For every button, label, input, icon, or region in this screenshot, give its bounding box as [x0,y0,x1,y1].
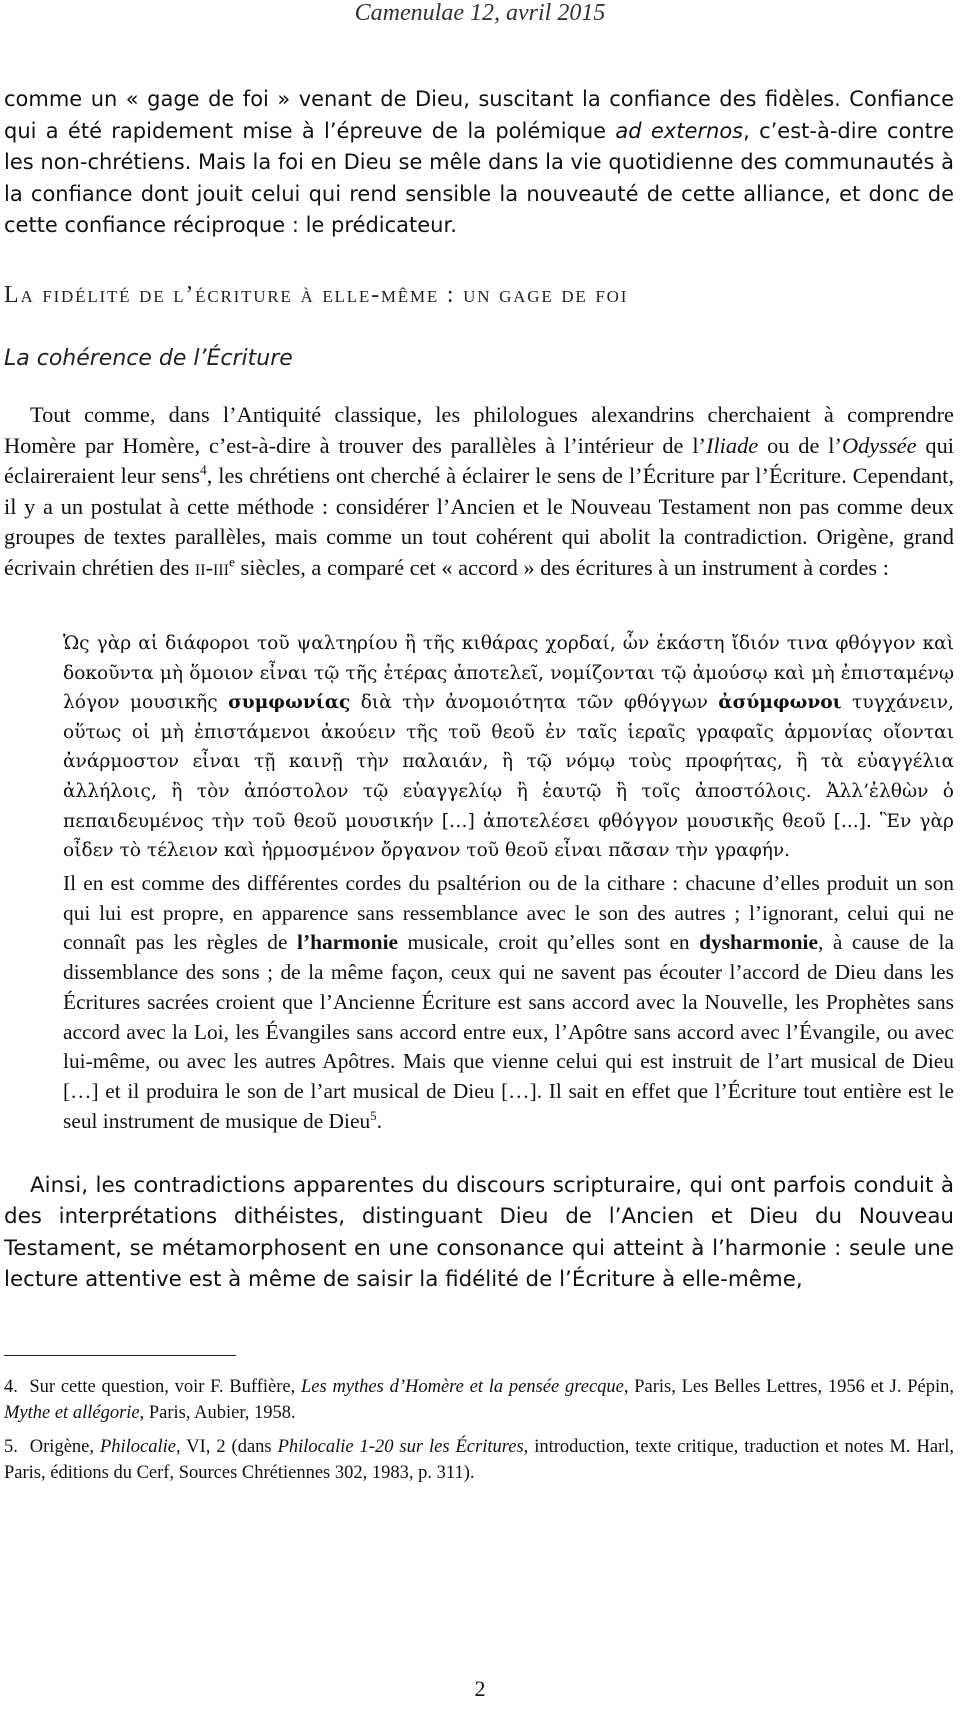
body-paragraph [4,400,954,584]
french-text-1: Il en est comme des différentes cordes du psaltérion ou de la cithare : chacune d’elles produit un son qui lui est propre, en apparence sans ressemblance avec le son des autres ; l’ignorant, celui qui ne connaît pas les règles de [63,871,954,955]
french-bold-2: dysharmonie [699,930,818,955]
footnote-4-title-2: Mythe et allégorie [4,1403,140,1423]
body-text-4: , les chrétiens ont cherché à éclairer le sens de l’Écriture par l’Écriture. Cependant, il y a un postulat à cette méthode : considérer l’Ancien et le Nouveau Testament non pas comme deux groupes de textes parallèles, mais comme un tout cohérent qui abolit la contradiction. Origène, grand écrivain chrétien des [4,463,954,580]
french-text-3: , à cause de la dissemblance des sons ; de la même façon, ceux qui ne savent pas écouter l’accord de Dieu dans les Écritures sacrées croient que l’Ancienne Écriture est sans accord avec la Nouvelle, les Prophètes sans accord avec la Loi, les Évangiles sans accord entre eux, l’Apôtre sans accord avec l’Évangile, ou avec lui-même, ou avec les autres Apôtres. Mais que vienne celui qui est instruit de l’art musical de Dieu […] et il produira le son de l’art musical de Dieu […]. Il sait en effet que l’Écriture tout entière est le seul instrument de musique de Dieu [63,930,954,1133]
footnote-4-title: Les mythes d’Homère et la pensée grecque [301,1377,624,1397]
footnote-4 [4,1374,954,1426]
footnote-ref-4[interactable]: 4 [199,462,207,478]
intro-text-b: , c’est-à-dire contre les non-chrétiens. Mais la foi en Dieu se mêle dans la vie quotidienne des communautés à la confiance dont jouit celui qui rend sensible la nouveauté de cette alliance, et donc de cette confiance réciproque : le prédicateur. [4,118,955,237]
body-text-3: qui éclaireraient leur sens [4,432,954,489]
footnote-4-text-b: , Paris, Les Belles Lettres, 1956 et J. Pépin, [623,1377,955,1397]
french-translation-quote [63,869,954,1136]
centuries-suffix: e [228,554,235,570]
running-header: Camenulae 12, avril 2015 [354,0,606,26]
section-heading: La fidélité de l’écriture à elle-même : un gage de foi [4,282,629,308]
greek-text-2: διὰ τὴν ἀνομοιότητα τῶν φθόγγων [350,692,719,714]
footnotes-block [4,1374,954,1494]
footnote-ref-5[interactable]: 5 [370,1108,377,1123]
page-number: 2 [474,1676,486,1701]
french-bold-1: l’harmonie [297,930,398,955]
footnote-5-text-c: , introduction, texte critique, traduction et notes M. Harl, Paris, éditions du Cerf, Sources Chrétiennes 302, 1983, p. 311). [4,1437,955,1483]
footnote-5-title-2: Philocalie 1-20 sur les Écritures [277,1437,524,1457]
body-text-2: ou de l’ [758,432,842,458]
conclusion-paragraph [4,1170,954,1296]
greek-quotation [63,629,954,866]
work-title-iliade: Iliade [706,432,759,458]
greek-text-3: τυγχάνειν, οὕτως οἱ μὴ ἐπιστάμενοι ἀκούειν τῆς τοῦ θεοῦ ἐν ταῖς ἱεραῖς γραφαῖς ἁρμονίας οἴονται ἀνάρμοστον εἶναι τῇ καινῇ τὴν παλαιάν, ἢ τῷ νόμῳ τοὺς προφήτας, ἢ τὰ εὐαγγέλια ἀλλήλοις, ἢ τὸν ἀπόστολον τῷ εὐαγγελίῳ ἢ ἑαυτῷ ἢ τοῖς ἀποστόλοις. Ἀλλ’ἐλθὼν ὁ πεπαιδευμένος τὴν τοῦ θεοῦ μουσικήν […] ἀποτελέσει φθόγγον μουσικῆς θεοῦ [...]. Ἓν γὰρ οἶδεν τὸ τέλειον καὶ ἡρμοσμένον ὄργανον τοῦ θεοῦ εἶναι πᾶσαν τὴν γραφήν. [63,692,954,862]
footnote-5-title: Philocalie [99,1437,176,1457]
footnote-separator [4,1355,236,1356]
french-text-4: . [376,1108,382,1133]
footnote-4-number: 4. [4,1377,18,1397]
intro-text-a: comme un « gage de foi » venant de Dieu, suscitant la confiance des fidèles. Confiance qui a été rapidement mise à l’épreuve de la polémique [4,87,954,143]
greek-text-1: Ὡς γὰρ αἱ διάφοροι τοῦ ψαλτηρίου ἢ τῆς κιθάρας χορδαί, ὧν ἑκάστη ἴδιόν τινα φθόγγον καὶ δοκοῦντα μὴ ὅμοιον εἶναι τῷ τῆς ἑτέρας ἀποτελεῖ, νομίζονται τῷ ἀμούσῳ καὶ μὴ ἐπισταμένῳ λόγον μουσικῆς [63,633,954,714]
conclusion-text: Ainsi, les contradictions apparentes du discours scripturaire, qui ont parfois conduit à des interprétations dithéistes, distinguant Dieu de l’Ancien et Dieu du Nouveau Testament, se métamorphosent en une consonance qui atteint à l’harmonie : seule une lecture attentive est à même de saisir la fidélité de l’Écriture à elle-même, [4,1173,954,1293]
section-subheading: La cohérence de l’Écriture [4,346,293,371]
intro-italic-term: ad externos [615,118,744,143]
footnote-5-number: 5. [4,1437,18,1457]
footnote-4-text-c: , Paris, Aubier, 1958. [139,1403,296,1423]
french-text-2: musicale, croit qu’elles sont en [398,930,700,955]
greek-bold-1: συμφωνίας [228,692,351,714]
body-text-5: siècles, a comparé cet « accord » des écritures à un instrument à cordes : [234,554,889,580]
body-text-1: Tout comme, dans l’Antiquité classique, les philologues alexandrins cherchaient à comprendre Homère par Homère, c’est-à-dire à trouver des parallèles à l’intérieur de l’ [4,402,954,458]
greek-bold-2: ἀσύμφωνοι [718,692,842,714]
footnote-5 [4,1434,954,1486]
intro-paragraph [4,84,954,242]
centuries-numeral: ii-iii [194,554,229,580]
footnote-5-text-b: , VI, 2 (dans [176,1437,278,1457]
work-title-odyssee: Odyssée [841,432,917,458]
footnote-4-text-a: Sur cette question, voir F. Buffière, [29,1377,301,1397]
footnote-5-text-a: Origène, [29,1437,100,1457]
